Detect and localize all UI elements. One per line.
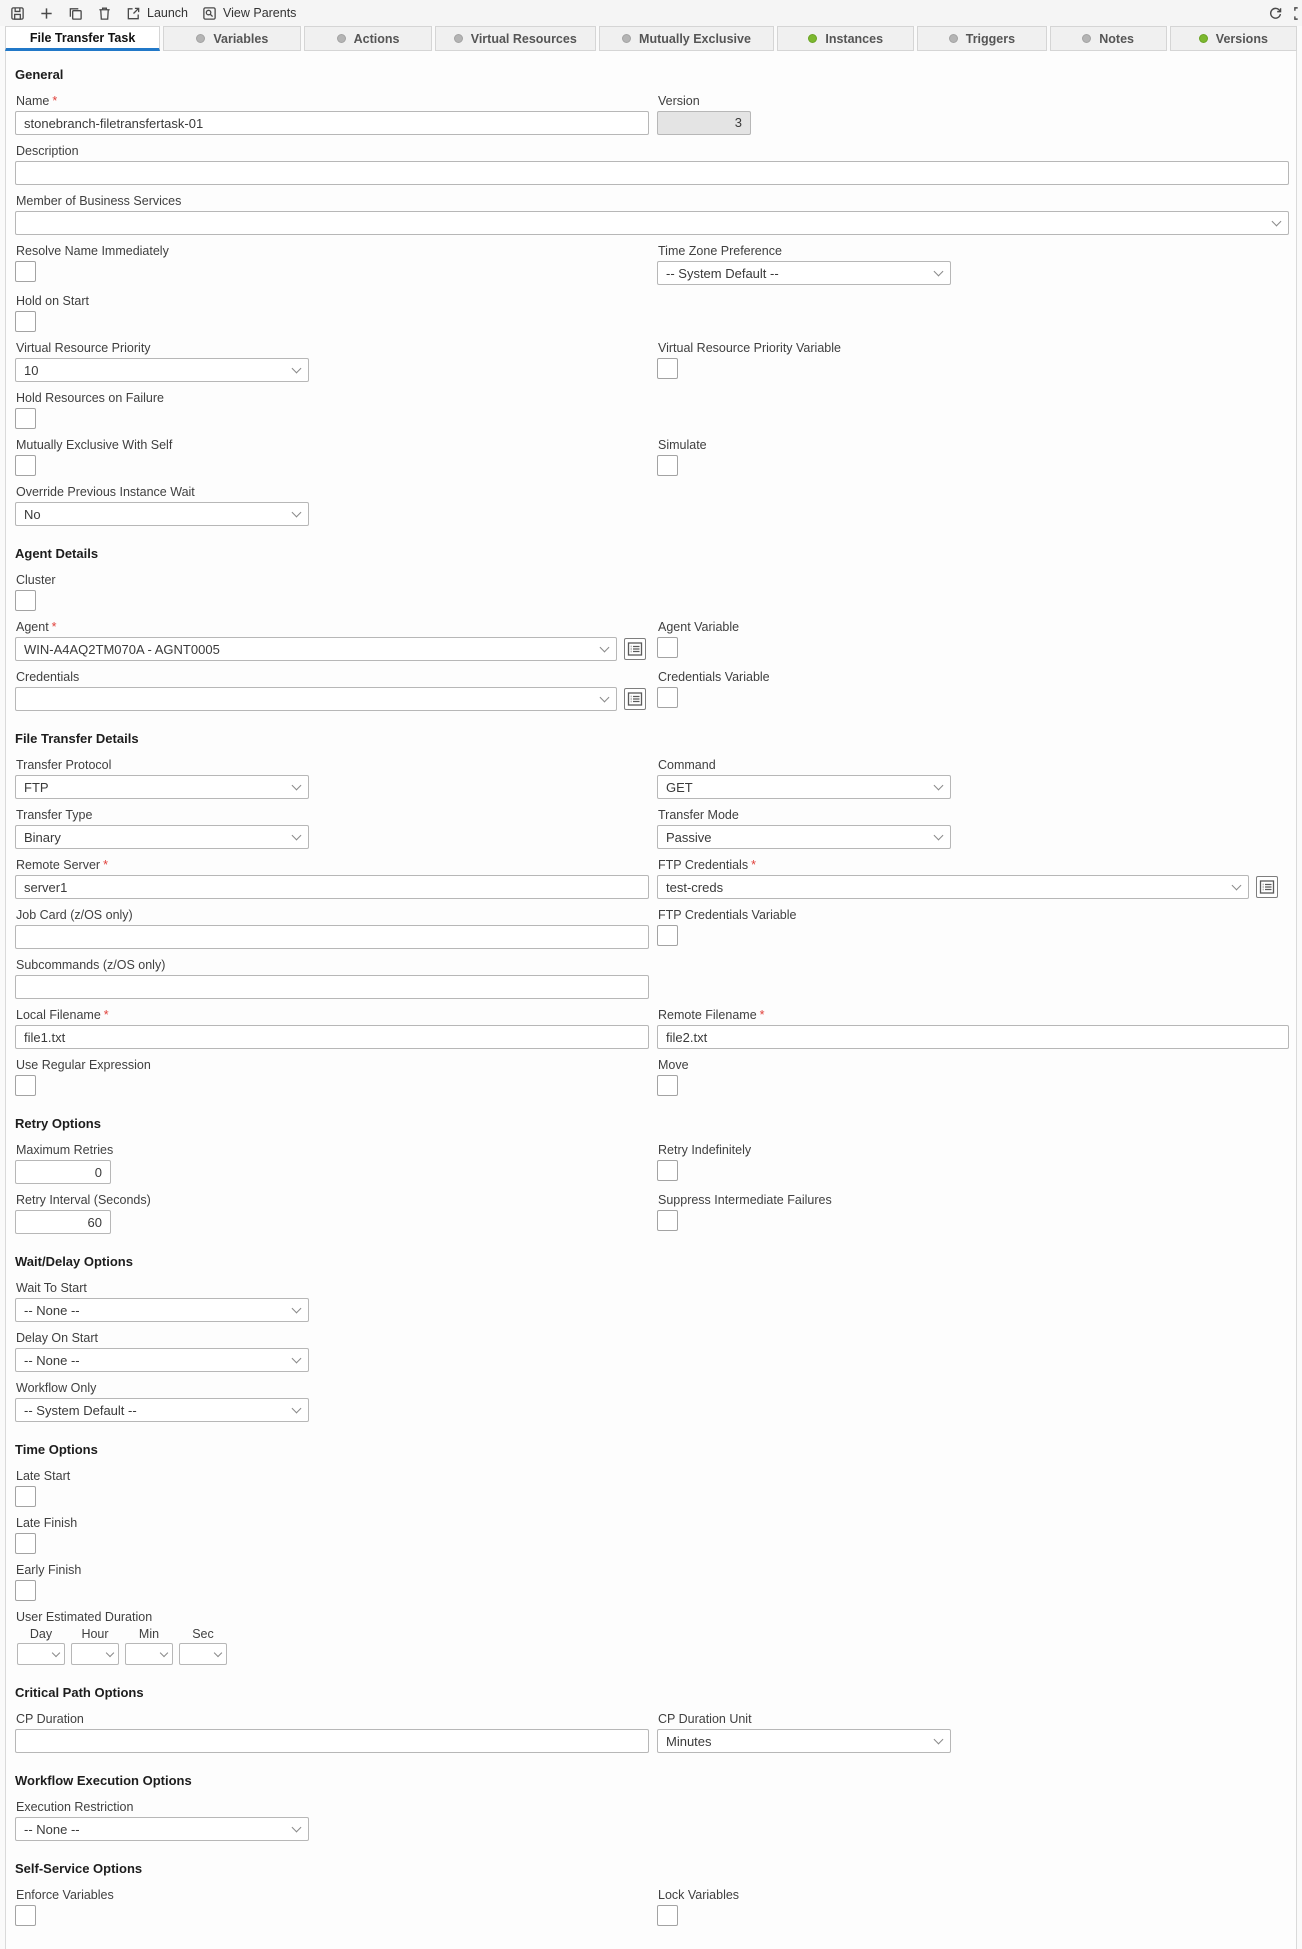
simulate-label: Simulate (658, 438, 707, 452)
add-icon (39, 6, 54, 21)
duration-hour-select[interactable] (71, 1643, 119, 1665)
transfer-mode-label: Transfer Mode (658, 808, 739, 822)
transfer-protocol-label: Transfer Protocol (16, 758, 112, 772)
simulate-checkbox[interactable] (657, 455, 678, 476)
description-input[interactable] (15, 161, 1289, 185)
chevron-down-icon (292, 508, 302, 518)
tab-status-dot (1082, 34, 1091, 43)
virtual-resource-priority-label: Virtual Resource Priority (16, 341, 151, 355)
late-finish-checkbox[interactable] (15, 1533, 36, 1554)
mutually-exclusive-with-self-checkbox[interactable] (15, 455, 36, 476)
required-marker: * (103, 1008, 109, 1022)
required-marker: * (52, 94, 58, 108)
ftp-credentials-variable-checkbox[interactable] (657, 925, 678, 946)
duration-sec-label: Sec (192, 1627, 214, 1641)
cp-duration-unit-field (657, 1712, 1287, 1753)
retry-interval-label: Retry Interval (Seconds) (16, 1193, 151, 1207)
remote-filename-field (657, 1008, 1289, 1049)
tab-status-dot (454, 34, 463, 43)
cp-duration-unit-select[interactable] (657, 1729, 951, 1753)
section-file-transfer-details (15, 731, 1287, 1096)
subcommands-label: Subcommands (z/OS only) (16, 958, 166, 972)
cluster-label: Cluster (16, 573, 56, 587)
lock-variables-field (657, 1888, 1287, 1926)
agent-value: WIN-A4AQ2TM070A - AGNT0005 (24, 641, 220, 657)
agent-label-text: Agent (16, 620, 49, 634)
workflow-execution-options-header: Workflow Execution Options (15, 1773, 192, 1788)
remote-filename-label-text: Remote Filename (658, 1008, 757, 1022)
member-of-business-services-field (15, 194, 1289, 235)
early-finish-label: Early Finish (16, 1563, 82, 1577)
enforce-variables-checkbox[interactable] (15, 1905, 36, 1926)
hold-on-start-label: Hold on Start (16, 294, 89, 308)
maximum-retries-field (15, 1143, 657, 1184)
lock-variables-checkbox[interactable] (657, 1905, 678, 1926)
resolve-name-immediately-field (15, 244, 657, 285)
tab-variables[interactable] (163, 26, 301, 51)
credentials-field (15, 670, 657, 711)
view-parents-label: View Parents (223, 6, 297, 20)
transfer-type-label: Transfer Type (16, 808, 93, 822)
name-field (15, 94, 657, 135)
chevron-down-icon (934, 1735, 944, 1745)
job-card-input[interactable] (15, 925, 649, 949)
tab-notes[interactable] (1050, 26, 1167, 51)
maximum-retries-input[interactable] (15, 1160, 111, 1184)
override-previous-instance-wait-value: No (24, 506, 41, 522)
wait-to-start-select[interactable] (15, 1298, 309, 1322)
ftp-credentials-value: test-creds (666, 879, 724, 895)
delay-on-start-value: -- None -- (24, 1352, 80, 1368)
virtual-resource-priority-select[interactable] (15, 358, 309, 382)
use-regular-expression-label: Use Regular Expression (16, 1058, 151, 1072)
transfer-mode-field (657, 808, 1287, 849)
chevron-down-icon (292, 1404, 302, 1414)
tab-status-dot (808, 34, 817, 43)
remote-filename-label (658, 1008, 1289, 1022)
resolve-name-immediately-checkbox[interactable] (15, 261, 36, 282)
self-service-options-header: Self-Service Options (15, 1861, 143, 1876)
hold-resources-on-failure-label: Hold Resources on Failure (16, 391, 164, 405)
version-label: Version (658, 94, 700, 108)
transfer-type-field (15, 808, 657, 849)
simulate-field (657, 438, 1287, 476)
tab-label: File Transfer Task (29, 30, 136, 45)
late-finish-field (15, 1516, 657, 1554)
transfer-mode-select[interactable] (657, 825, 951, 849)
description-field (15, 144, 1289, 185)
job-card-field (15, 908, 657, 949)
refresh-button[interactable] (1268, 6, 1283, 21)
override-previous-instance-wait-field (15, 485, 657, 526)
time-options-header: Time Options (15, 1442, 98, 1457)
resolve-name-immediately-label: Resolve Name Immediately (16, 244, 169, 258)
transfer-protocol-field (15, 758, 657, 799)
mutually-exclusive-with-self-field (15, 438, 657, 476)
delete-button[interactable] (97, 6, 112, 21)
chevron-down-icon (1232, 881, 1242, 891)
tab-actions[interactable] (304, 26, 431, 51)
ftp-credentials-label (658, 858, 1287, 872)
required-marker: * (51, 620, 57, 634)
late-start-field (15, 1469, 657, 1507)
hold-on-start-checkbox[interactable] (15, 311, 36, 332)
refresh-icon (1268, 6, 1283, 21)
move-label: Move (658, 1058, 689, 1072)
early-finish-field (15, 1563, 657, 1601)
view-parents-button[interactable] (202, 6, 296, 21)
workflow-only-field (15, 1381, 657, 1422)
virtual-resource-priority-variable-label: Virtual Resource Priority Variable (658, 341, 841, 355)
chevron-down-icon (600, 693, 610, 703)
description-label: Description (16, 144, 79, 158)
credentials-lookup-button[interactable] (624, 688, 646, 710)
tab-label: Triggers (965, 31, 1016, 46)
required-marker: * (751, 858, 756, 872)
chevron-down-icon (214, 1648, 222, 1656)
cp-duration-label: CP Duration (16, 1712, 84, 1726)
list-lookup-icon (627, 641, 643, 657)
save-icon (10, 6, 25, 21)
execution-restriction-select[interactable] (15, 1817, 309, 1841)
delay-on-start-select[interactable] (15, 1348, 309, 1372)
chevron-down-icon (292, 364, 302, 374)
early-finish-checkbox[interactable] (15, 1580, 36, 1601)
launch-icon (126, 6, 141, 21)
wait-to-start-label: Wait To Start (16, 1281, 87, 1295)
tab-label: Instances (825, 31, 884, 46)
section-critical-path-options (15, 1685, 1287, 1753)
retry-options-header: Retry Options (15, 1116, 101, 1131)
move-field (657, 1058, 1287, 1096)
cluster-field (15, 573, 657, 611)
late-finish-label: Late Finish (16, 1516, 78, 1530)
user-estimated-duration-field (15, 1610, 657, 1665)
time-zone-preference-field (657, 244, 1287, 285)
override-previous-instance-wait-select[interactable] (15, 502, 309, 526)
cp-duration-unit-value: Minutes (666, 1733, 712, 1749)
launch-label: Launch (147, 6, 189, 20)
credentials-select[interactable] (15, 687, 617, 711)
chevron-down-icon (600, 643, 610, 653)
duration-unit-labels (17, 1627, 657, 1641)
hold-resources-on-failure-checkbox[interactable] (15, 408, 36, 429)
duration-day-select[interactable] (17, 1643, 65, 1665)
agent-label (16, 620, 657, 634)
delay-on-start-field (15, 1331, 657, 1372)
hold-resources-on-failure-field (15, 391, 657, 429)
required-marker: * (103, 858, 108, 872)
duration-min-select[interactable] (125, 1643, 173, 1665)
ftp-credentials-variable-label: FTP Credentials Variable (658, 908, 797, 922)
remote-server-label-text: Remote Server (16, 858, 101, 872)
view-parents-icon (202, 6, 217, 21)
chevron-down-icon (106, 1648, 114, 1656)
local-filename-label-text: Local Filename (16, 1008, 101, 1022)
chevron-down-icon (160, 1648, 168, 1656)
ftp-credentials-select[interactable] (657, 875, 1249, 899)
tab-mutually-exclusive[interactable] (599, 26, 774, 51)
chevron-down-icon (934, 781, 944, 791)
list-lookup-icon (1259, 879, 1275, 895)
time-zone-preference-label: Time Zone Preference (658, 244, 782, 258)
section-wait-delay-options (15, 1254, 1287, 1422)
time-zone-preference-select[interactable] (657, 261, 951, 285)
local-filename-field (15, 1008, 657, 1049)
execution-restriction-value: -- None -- (24, 1821, 80, 1837)
command-select[interactable] (657, 775, 951, 799)
remote-server-label (16, 858, 657, 872)
wait-delay-options-header: Wait/Delay Options (15, 1254, 133, 1269)
tab-label: Variables (213, 31, 269, 46)
remote-server-input[interactable] (15, 875, 649, 899)
user-estimated-duration-label: User Estimated Duration (16, 1610, 153, 1624)
agent-variable-label: Agent Variable (658, 620, 740, 634)
section-retry-options (15, 1116, 1287, 1234)
retry-indefinitely-label: Retry Indefinitely (658, 1143, 752, 1157)
hold-on-start-field (15, 294, 657, 332)
required-marker: * (759, 1008, 765, 1022)
version-field (657, 94, 1287, 135)
credentials-variable-field (657, 670, 1287, 711)
virtual-resource-priority-variable-field (657, 341, 1287, 382)
duration-min-label: Min (138, 1627, 160, 1641)
credentials-label: Credentials (16, 670, 80, 684)
ftp-credentials-lookup-button[interactable] (1256, 876, 1278, 898)
transfer-protocol-select[interactable] (15, 775, 309, 799)
virtual-resource-priority-field (15, 341, 657, 382)
save-button[interactable] (10, 6, 25, 21)
agent-field (15, 620, 657, 661)
suppress-intermediate-failures-field (657, 1193, 1287, 1234)
tab-status-dot (196, 34, 205, 43)
tab-instances[interactable] (777, 26, 914, 51)
critical-path-options-header: Critical Path Options (15, 1685, 144, 1700)
version-value: 3 (657, 111, 751, 135)
chevron-down-icon (292, 1304, 302, 1314)
use-regular-expression-checkbox[interactable] (15, 1075, 36, 1096)
tab-triggers[interactable] (917, 26, 1046, 51)
command-field (657, 758, 1287, 799)
command-label: Command (658, 758, 716, 772)
maximum-retries-label: Maximum Retries (16, 1143, 114, 1157)
tab-status-dot (1199, 34, 1208, 43)
section-self-service-options (15, 1861, 1287, 1926)
chevron-down-icon (292, 831, 302, 841)
copy-icon (68, 6, 83, 21)
workflow-only-select[interactable] (15, 1398, 309, 1422)
duration-day-label: Day (29, 1627, 53, 1641)
lock-variables-label: Lock Variables (658, 1888, 740, 1902)
subcommands-field (15, 958, 657, 999)
section-time-options (15, 1442, 1287, 1665)
section-workflow-execution-options (15, 1773, 1287, 1841)
list-lookup-icon (627, 691, 643, 707)
use-regular-expression-field (15, 1058, 657, 1096)
suppress-intermediate-failures-label: Suppress Intermediate Failures (658, 1193, 832, 1207)
job-card-label: Job Card (z/OS only) (16, 908, 133, 922)
local-filename-input[interactable] (15, 1025, 649, 1049)
mutually-exclusive-with-self-label: Mutually Exclusive With Self (16, 438, 173, 452)
virtual-resource-priority-variable-checkbox[interactable] (657, 358, 678, 379)
chevron-down-icon (292, 1823, 302, 1833)
cp-duration-unit-label: CP Duration Unit (658, 1712, 752, 1726)
retry-indefinitely-checkbox[interactable] (657, 1160, 678, 1181)
chevron-down-icon (52, 1648, 60, 1656)
tab-virtual-resources[interactable] (435, 26, 596, 51)
agent-variable-field (657, 620, 1287, 661)
tab-label: Actions (353, 31, 400, 46)
enforce-variables-field (15, 1888, 657, 1926)
workflow-only-value: -- System Default -- (24, 1402, 137, 1418)
member-of-business-services-label: Member of Business Services (16, 194, 182, 208)
move-checkbox[interactable] (657, 1075, 678, 1096)
credentials-variable-label: Credentials Variable (658, 670, 770, 684)
command-value: GET (666, 779, 693, 795)
expand-icon (1293, 6, 1302, 21)
tab-status-dot (949, 34, 958, 43)
transfer-type-select[interactable] (15, 825, 309, 849)
delay-on-start-label: Delay On Start (16, 1331, 98, 1345)
chevron-down-icon (934, 267, 944, 277)
section-general (15, 67, 1287, 526)
ftp-credentials-field (657, 858, 1287, 899)
remote-server-field (15, 858, 657, 899)
agent-variable-checkbox[interactable] (657, 637, 678, 658)
late-start-checkbox[interactable] (15, 1486, 36, 1507)
tab-label: Notes (1099, 31, 1134, 46)
name-input[interactable] (15, 111, 649, 135)
retry-indefinitely-field (657, 1143, 1287, 1184)
tab-status-dot (622, 34, 631, 43)
chevron-down-icon (292, 1354, 302, 1364)
suppress-intermediate-failures-checkbox[interactable] (657, 1210, 678, 1231)
local-filename-label (16, 1008, 657, 1022)
name-label (16, 94, 657, 108)
workflow-only-label: Workflow Only (16, 1381, 97, 1395)
tab-file-transfer-task[interactable] (5, 26, 160, 51)
add-button[interactable] (39, 6, 54, 21)
wait-to-start-field (15, 1281, 657, 1322)
member-of-business-services-select[interactable] (15, 211, 1289, 235)
name-label-text: Name (16, 94, 50, 108)
virtual-resource-priority-value: 10 (24, 362, 39, 378)
override-previous-instance-wait-label: Override Previous Instance Wait (16, 485, 195, 499)
tab-label: Virtual Resources (470, 31, 577, 46)
transfer-protocol-value: FTP (24, 779, 49, 795)
execution-restriction-field (15, 1800, 657, 1841)
tab-bar (0, 26, 1302, 51)
ftp-credentials-variable-field (657, 908, 1287, 949)
credentials-variable-checkbox[interactable] (657, 687, 678, 708)
remote-filename-input[interactable] (657, 1025, 1289, 1049)
expand-button[interactable] (1293, 6, 1302, 21)
wait-to-start-value: -- None -- (24, 1302, 80, 1318)
section-agent-details (15, 546, 1287, 711)
chevron-down-icon (934, 831, 944, 841)
retry-interval-input[interactable] (15, 1210, 111, 1234)
late-start-label: Late Start (16, 1469, 71, 1483)
tab-label: Mutually Exclusive (639, 31, 751, 46)
tab-status-dot (337, 34, 346, 43)
ftp-credentials-label-text: FTP Credentials (658, 858, 749, 872)
trash-icon (97, 6, 112, 21)
cluster-checkbox[interactable] (15, 590, 36, 611)
copy-button[interactable] (68, 6, 83, 21)
retry-interval-field (15, 1193, 657, 1234)
file-transfer-details-header: File Transfer Details (15, 731, 139, 746)
tab-label: Versions (1215, 31, 1268, 46)
enforce-variables-label: Enforce Variables (16, 1888, 114, 1902)
general-header: General (15, 67, 64, 82)
time-zone-preference-value: -- System Default -- (666, 265, 779, 281)
subcommands-input[interactable] (15, 975, 649, 999)
cp-duration-field (15, 1712, 657, 1753)
duration-sec-select[interactable] (179, 1643, 227, 1665)
transfer-type-value: Binary (24, 829, 61, 845)
chevron-down-icon (292, 781, 302, 791)
launch-button[interactable] (126, 6, 188, 21)
agent-lookup-button[interactable] (624, 638, 646, 660)
form-panel (5, 51, 1297, 1949)
duration-hour-label: Hour (81, 1627, 109, 1641)
cp-duration-input[interactable] (15, 1729, 649, 1753)
transfer-mode-value: Passive (666, 829, 712, 845)
execution-restriction-label: Execution Restriction (16, 1800, 134, 1814)
tab-versions[interactable] (1170, 26, 1297, 51)
agent-select[interactable] (15, 637, 617, 661)
agent-details-header: Agent Details (15, 546, 99, 561)
chevron-down-icon (1272, 217, 1282, 227)
toolbar (0, 0, 1302, 26)
